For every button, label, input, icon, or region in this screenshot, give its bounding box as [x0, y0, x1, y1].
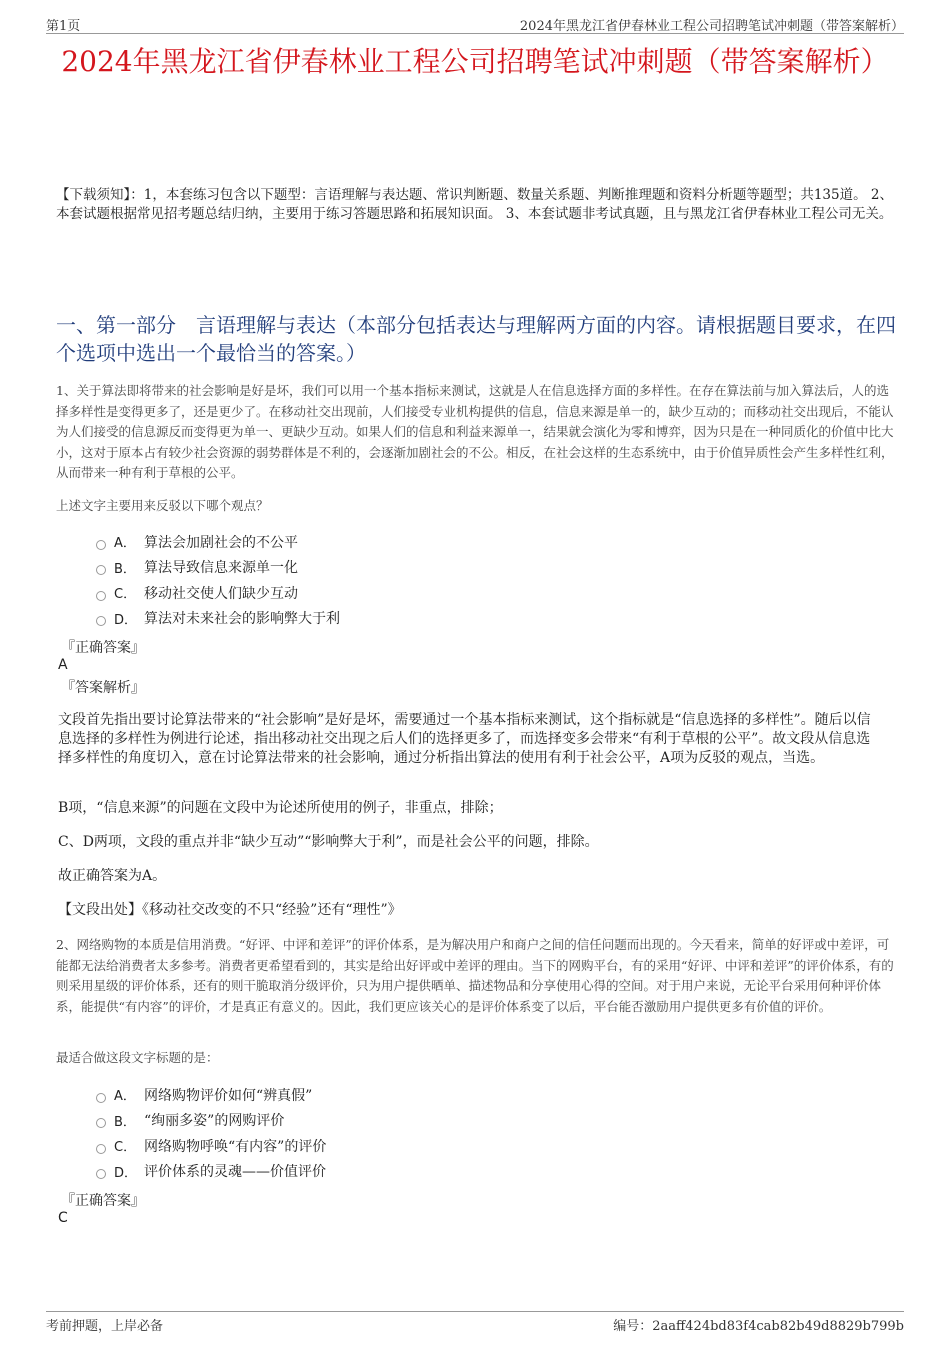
radio-icon[interactable] [96, 616, 106, 626]
q1-question: 上述文字主要用来反驳以下哪个观点？ [56, 498, 269, 513]
download-notice: 【下载须知】：1，本套练习包含以下题型：言语理解与表达题、常识判断题、数量关系题、判断推理题和资料分析题等题型；共135道。 2、本套试题根据常见招考题总结归纳，主要用于练习答题思路和拓展知识面。 3、本套试题非考试真题，且与黑龙江省伊春林业工程公司无关。 [56, 187, 893, 222]
q1-source: 【文段出处】《移动社交改变的不只“经验”还有“理性”》 [58, 902, 402, 918]
q1-option-a[interactable]: A． 算法会加剧社会的不公平 [96, 529, 340, 555]
q1-options [96, 529, 340, 631]
q1-answer: A [58, 657, 68, 673]
q1-analysis-1: 文段首先指出要讨论算法带来的“社会影响”是好是坏，需要通过一个基本指标来测试，这个指标就是“信息选择的多样性”。随后以信息选择的多样性为例进行论述，指出移动社交出现之后人们的选择更多了，而选择变多会带来“有利于草根的公平”。故文段从信息选择多样性的角度切入，意在讨论算法带来的社会影响，通过分析指出算法的使用有利于社会公平，A项为反驳的观点，当选。 [58, 712, 871, 766]
q1-option-d[interactable]: D． 算法对未来社会的影响弊大于利 [96, 606, 340, 632]
page-number: 第1页 [46, 19, 81, 34]
page-title: 2024年黑龙江省伊春林业工程公司招聘笔试冲刺题（带答案解析） [61, 45, 889, 78]
q2-answer: C [58, 1210, 68, 1226]
q2-passage: 2、网络购物的本质是信用消费。“好评、中评和差评”的评价体系，是为解决用户和商户之间的信任问题而出现的。今天看来，简单的好评或中差评，可能都无法给消费者太多参考。消费者更希望看到的，其实是给出好评或中差评的理由。当下的网购平台，有的采用“好评、中评和差评”的评价体系，有的则采用星级的评价体系，还有的则干脆取消分级评价，只为用户提供晒单、描述物品和分享使用心得的空间。对于用户来说，无论平台采用何种评价体系，能提供“有内容”的评价，才是真正有意义的。因此，我们更应该关心的是评价体系变了以后，平台能否激励用户提供更多有价值的评价。 [56, 937, 894, 1014]
q1-analysis-4: 故正确答案为A。 [58, 868, 167, 884]
q2-option-b[interactable]: B． “绚丽多姿”的网购评价 [96, 1108, 326, 1134]
q2-option-d[interactable]: D． 评价体系的灵魂——价值评价 [96, 1159, 326, 1185]
page-header [46, 15, 904, 34]
q2-question: 最适合做这段文字标题的是： [56, 1050, 219, 1065]
q2-answer-label: 『正确答案』 [61, 1193, 145, 1209]
section-title: 一、第一部分 言语理解与表达（本部分包括表达与理解两方面的内容。请根据题目要求，在四个选项中选出一个最恰当的答案。） [56, 313, 896, 365]
header-doc-title: 2024年黑龙江省伊春林业工程公司招聘笔试冲刺题（带答案解析） [519, 19, 904, 34]
q1-analysis-2: B项，“信息来源”的问题在文段中为论述所使用的例子，非重点，排除； [58, 800, 503, 816]
radio-icon[interactable] [96, 1118, 106, 1128]
radio-icon[interactable] [96, 591, 106, 601]
q1-option-c[interactable]: C． 移动社交使人们缺少互动 [96, 580, 340, 606]
footer-doc-id: 编号：2aaff424bd83f4cab82b49d8829b799b [613, 1319, 904, 1334]
q2-option-a[interactable]: A． 网络购物评价如何“辨真假” [96, 1082, 326, 1108]
radio-icon[interactable] [96, 565, 106, 575]
q1-answer-label: 『正确答案』 [61, 640, 145, 656]
q1-passage: 1、关于算法即将带来的社会影响是好是坏，我们可以用一个基本指标来测试，这就是人在信息选择方面的多样性。在存在算法前与加入算法后，人的选择多样性是变得更多了，还是更少了。在移动社交出现前，人们接受专业机构提供的信息，信息来源是单一的，缺少互动的；而移动社交出现后，不能认为人们接受的信息源反而变得更为单一、更缺少互动。如果人们的信息和利益来源单一，结果就会演化为零和博弈，因为只是在一种同质化的价值中比大小，这对于原本占有较少社会资源的弱势群体是不利的，会逐渐加剧社会的不公。相反，在社会这样的生态系统中，由于价值异质性会产生多样性红利，从而带来一种有利于草根的公平。 [56, 383, 894, 480]
q2-option-c[interactable]: C． 网络购物呼唤“有内容”的评价 [96, 1133, 326, 1159]
q1-option-b[interactable]: B． 算法导致信息来源单一化 [96, 555, 340, 581]
q2-options [96, 1082, 326, 1184]
q1-analysis-3: C、D两项，文段的重点并非“缺少互动”“影响弊大于利”，而是社会公平的问题，排除。 [58, 834, 599, 850]
radio-icon[interactable] [96, 540, 106, 550]
q1-analysis-label: 『答案解析』 [61, 680, 145, 696]
radio-icon[interactable] [96, 1144, 106, 1154]
page-footer [46, 1311, 904, 1334]
footer-slogan: 考前押题，上岸必备 [46, 1319, 164, 1334]
radio-icon[interactable] [96, 1093, 106, 1103]
radio-icon[interactable] [96, 1169, 106, 1179]
